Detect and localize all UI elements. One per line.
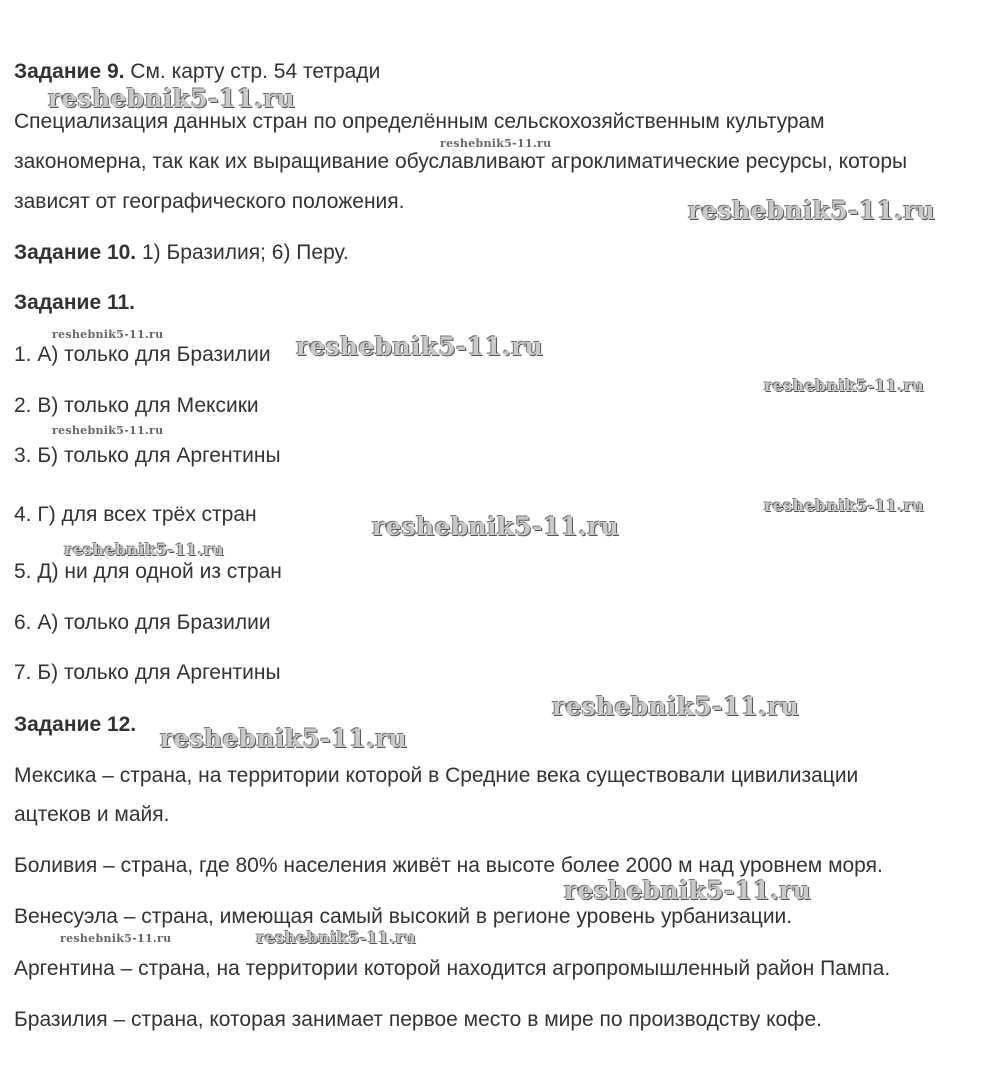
task11-heading: Задание 11. — [14, 291, 135, 314]
watermark: reshebnik5-11.ru — [564, 876, 812, 905]
task11-item-7: 7. Б) только для Аргентины — [14, 661, 281, 684]
task9-heading: Задание 9. — [14, 60, 125, 83]
task11-item-3: 3. Б) только для Аргентины — [14, 444, 281, 467]
task11-item-4: 4. Г) для всех трёх стран — [14, 503, 257, 526]
task9-line-3: зависят от географического положения. — [14, 190, 405, 213]
watermark: reshebnik5-11.ru — [52, 328, 164, 341]
task9-line-2: закономерна, так как их выращивание обуславливают агроклиматические ресурсы, которы — [14, 150, 908, 173]
task12-line-4: Венесуэла – страна, имеющая самый высокий в регионе уровень урбанизации. — [14, 905, 793, 928]
watermark: reshebnik5-11.ru — [64, 540, 224, 559]
task12-line-5: Аргентина – страна, на территории которой находится агропромышленный район Пампа. — [14, 957, 891, 980]
task10-title — [14, 241, 349, 265]
task12-line-1: Мексика – страна, на территории которой в Средние века существовали цивилизации — [14, 764, 859, 787]
watermark: reshebnik5-11.ru — [48, 84, 296, 113]
watermark: reshebnik5-11.ru — [688, 196, 936, 225]
task9-ref: См. карту стр. 54 тетради — [124, 60, 381, 83]
task12-line-3: Боливия – страна, где 80% населения живёт на высоте более 2000 м над уровнем моря. — [14, 854, 883, 877]
task9-line-1: Специализация данных стран по определённым сельскохозяйственным культурам — [14, 110, 825, 133]
watermark: reshebnik5-11.ru — [52, 424, 164, 437]
watermark: reshebnik5-11.ru — [296, 332, 544, 361]
watermark: reshebnik5-11.ru — [440, 137, 552, 150]
watermark: reshebnik5-11.ru — [764, 376, 924, 395]
task9-title — [14, 60, 380, 84]
watermark: reshebnik5-11.ru — [160, 724, 408, 753]
watermark: reshebnik5-11.ru — [256, 928, 416, 947]
task11-item-5: 5. Д) ни для одной из стран — [14, 560, 282, 583]
task11-item-2: 2. В) только для Мексики — [14, 394, 259, 417]
watermark: reshebnik5-11.ru — [372, 512, 620, 541]
watermark: reshebnik5-11.ru — [764, 496, 924, 515]
task12-line-6: Бразилия – страна, которая занимает первое место в мире по производству кофе. — [14, 1008, 822, 1031]
task10-heading: Задание 10. — [14, 241, 137, 264]
task10-answer: 1) Бразилия; 6) Перу. — [136, 241, 349, 264]
task11-item-6: 6. А) только для Бразилии — [14, 611, 271, 634]
task12-line-2: ацтеков и майя. — [14, 803, 170, 826]
watermark: reshebnik5-11.ru — [552, 692, 800, 721]
watermark: reshebnik5-11.ru — [60, 932, 172, 945]
task12-heading: Задание 12. — [14, 713, 137, 736]
task11-item-1: 1. А) только для Бразилии — [14, 343, 271, 366]
